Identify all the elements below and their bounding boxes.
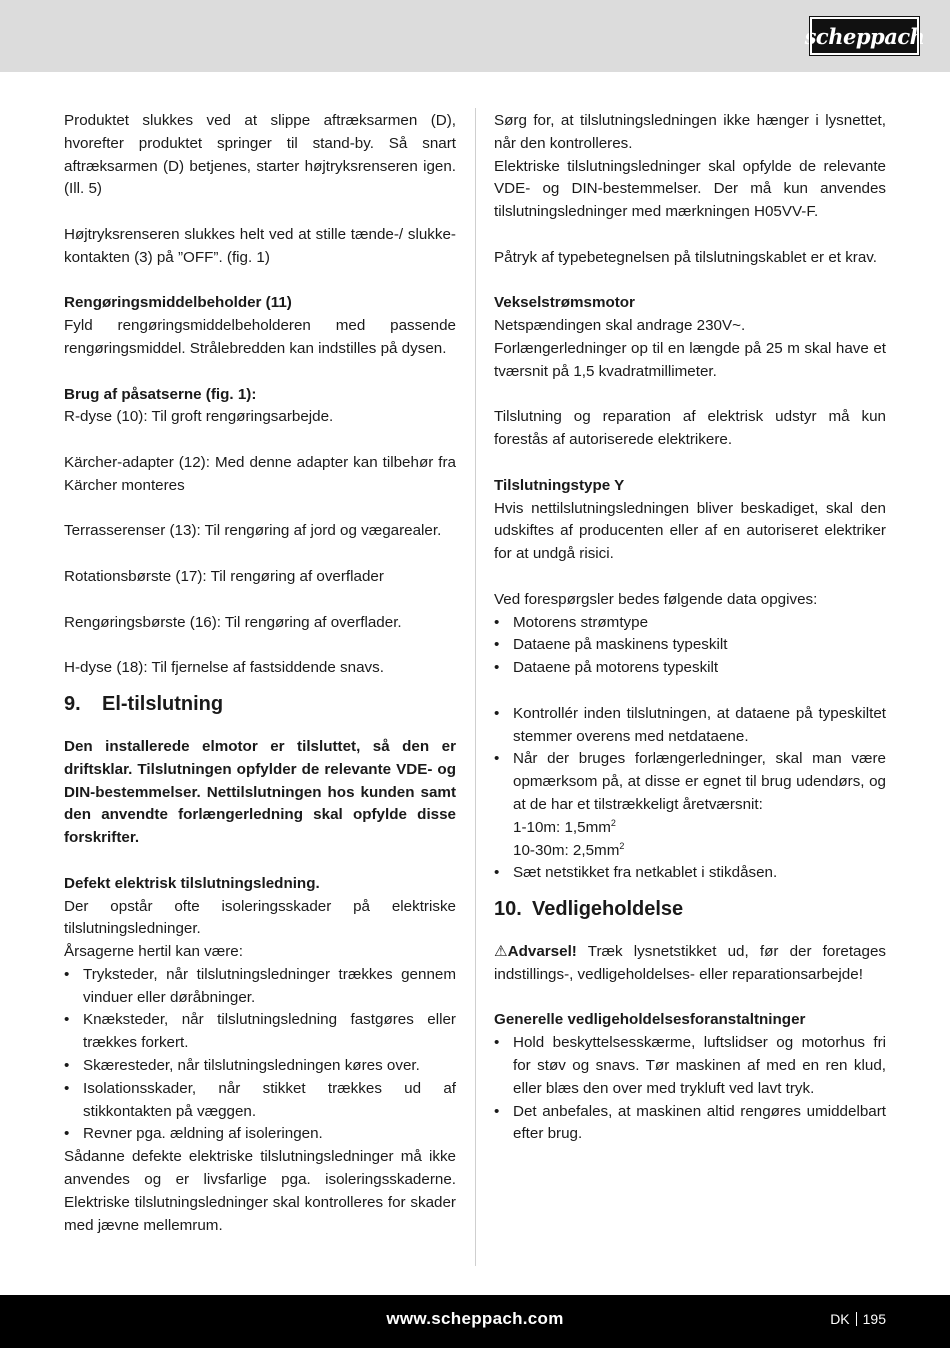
- paragraph-voltage: Netspændingen skal andrage 230V~.: [494, 317, 746, 335]
- heading-detergent-container: Rengøringsmiddelbeholder (11): [64, 294, 292, 312]
- paragraph-off: Højtryksrenseren slukkes helt ved at stille tænde-/ slukke-kontakten (3) på ”OFF”. (fig. 1): [64, 225, 456, 266]
- section-10-title: Vedligeholdelse: [532, 898, 684, 921]
- list-item: • Det anbefales, at maskinen altid rengøres umiddelbart efter brug.: [494, 1101, 886, 1147]
- list-item: • Sæt netstikket fra netkablet i stikdåsen.: [494, 862, 886, 885]
- heading-ac-motor: Vekselstrømsmotor: [494, 294, 635, 312]
- extension-spec-2: 10-30m: $2,5mm^2$: [513, 840, 625, 859]
- list-item: • Hold beskyttelsesskærme, luftslidser og motorhus fri for støv og snavs. Tør maskinen af med en ren klud, eller blæs den over med trykluft ved lavt tryk.: [494, 1032, 886, 1100]
- data-list: [494, 612, 886, 680]
- list-item: • Knæksteder, når tilslutningsledning fastgøres eller trækkes forkert.: [64, 1009, 456, 1055]
- paragraph-rotation-brush: Rotationsbørste (17): Til rengøring af overflader: [64, 567, 384, 585]
- checks-list: [494, 703, 886, 885]
- section-9-heading: [64, 692, 456, 716]
- list-item-extension: [494, 748, 886, 862]
- section-10-heading: [494, 897, 886, 921]
- warning-icon: ⚠: [494, 943, 508, 961]
- left-column: [64, 110, 456, 1237]
- heading-general-maintenance: Generelle vedligeholdelsesforanstaltninger: [494, 1011, 806, 1029]
- footer-bar: [0, 1295, 950, 1348]
- language-code: DK: [830, 1311, 850, 1327]
- paragraph-connection-type: Hvis nettilslutningsledningen bliver beskadiget, skal den udskiftes af producenten eller af en autoriseret elektriker for at undgå risici.: [494, 499, 886, 563]
- website-url: www.scheppach.com: [386, 1309, 564, 1328]
- warning-label: Advarsel!: [507, 943, 577, 961]
- heading-defect-cable: Defekt elektrisk tilslutningsledning.: [64, 874, 320, 892]
- paragraph-inquiries: Ved forespørgsler bedes følgende data opgives:: [494, 590, 818, 608]
- page-indicator: [830, 1311, 886, 1327]
- paragraph-standby: Produktet slukkes ved at slippe aftræksarmen (D), hvorefter produktet springer til stand-by. Så snart aftræksarmen (D) betjenes, starter højtryksrenseren igen. (Ill. 5): [64, 112, 456, 198]
- column-divider: [475, 108, 476, 1266]
- list-item: • Isolationsskader, når stikket trækkes ud af stikkontakten på væggen.: [64, 1078, 456, 1124]
- paragraph-karcher: Kärcher-adapter (12): Med denne adapter kan tilbehør fra Kärcher monteres: [64, 453, 456, 494]
- paragraph-cleaning-brush: Rengøringsbørste (16): Til rengøring af overflader.: [64, 613, 402, 631]
- list-item: • Dataene på maskinens typeskilt: [494, 634, 886, 657]
- list-item: • Revner pga. ældning af isoleringen.: [64, 1123, 456, 1146]
- extension-spec-1: 1-10m: $1,5mm^2$: [513, 817, 616, 836]
- paragraph-cable-rules: Elektriske tilslutningsledninger skal opfylde de relevante VDE- og DIN-bestemmelser. Der må kun anvendes tilslutningsledninger med mærkningen H05VV-F.: [494, 157, 886, 221]
- warning-text: Træk lysnetstikket ud, før der foretages indstillings-, vedligeholdelses- eller reparationsarbejde!: [494, 943, 886, 983]
- section-9-number: 9.: [64, 692, 81, 715]
- paragraph-defect-cable: Der opstår ofte isoleringsskader på elektriske tilslutningsledninger.: [64, 897, 456, 938]
- paragraph-extension: Forlængerledninger op til en længde på 25 m skal have et tværsnit på 1,5 kvadratmillimeter.: [494, 339, 886, 380]
- page-separator: [856, 1312, 857, 1326]
- list-item: • Motorens strømtype: [494, 612, 886, 635]
- heading-connection-type: Tilslutningstype Y: [494, 476, 625, 494]
- list-item: • Tryksteder, når tilslutningsledninger trækkes gennem vinduer eller døråbninger.: [64, 964, 456, 1010]
- extension-text: Når der bruges forlængerledninger, skal man være opmærksom på, at disse er egnet til brug udendørs, og at de har et tilstrækkeligt åretværsnit:: [513, 750, 886, 813]
- paragraph-r-nozzle: R-dyse (10): Til groft rengøringsarbejde.: [64, 408, 334, 426]
- section-10-number: 10.: [494, 898, 522, 921]
- paragraph-warning: [494, 941, 886, 987]
- paragraph-closing: Sådanne defekte elektriske tilslutningsledninger må ikke anvendes og er livsfarlige pga. isoleringsskaderne. Elektriske tilslutningsledninger skal kontrolleres for skader med jævne mellemrum.: [64, 1148, 456, 1234]
- paragraph-check-cable: Sørg for, at tilslutningsledningen ikke hænger i lysnettet, når den kontrolleres.: [494, 112, 886, 152]
- paragraph-electric-intro: Den installerede elmotor er tilsluttet, så den er driftsklar. Tilslutningen opfylder de relevante VDE- og DIN-bestemmelser. Nettilslutningen hos kunden samt den anvendte forlængerledning skal opfylde disse forskrifter.: [64, 737, 456, 847]
- section-9-title: El-tilslutning: [102, 692, 224, 715]
- paragraph-detergent: Fyld rengøringsmiddelbeholderen med passende rengøringsmiddel. Strålebredden kan indstilles på dysen.: [64, 317, 456, 357]
- paragraph-h-nozzle: H-dyse (18): Til fjernelse af fastsiddende snavs.: [64, 659, 384, 677]
- right-column: [494, 110, 886, 1146]
- maintenance-list: [494, 1032, 886, 1146]
- paragraph-causes-intro: Årsagerne hertil kan være:: [64, 943, 243, 961]
- list-item: • Kontrollér inden tilslutningen, at dataene på typeskiltet stemmer overens med netdataene.: [494, 703, 886, 749]
- list-item: • Skæresteder, når tilslutningsledningen køres over.: [64, 1055, 456, 1078]
- list-item: • Dataene på motorens typeskilt: [494, 657, 886, 680]
- causes-list: [64, 964, 456, 1146]
- paragraph-electricians: Tilslutning og reparation af elektrisk udstyr må kun forestås af autoriserede elektrikere.: [494, 408, 886, 449]
- page-number: 195: [862, 1311, 886, 1327]
- paragraph-type-print: Påtryk af typebetegnelsen på tilslutningskablet er et krav.: [494, 248, 877, 266]
- heading-attachments: Brug af påsatserne (fig. 1):: [64, 385, 257, 403]
- scheppach-logo: [804, 17, 925, 55]
- paragraph-terrace: Terrasserenser (13): Til rengøring af jord og vægarealer.: [64, 522, 442, 540]
- brand-text: scheppach: [804, 23, 925, 49]
